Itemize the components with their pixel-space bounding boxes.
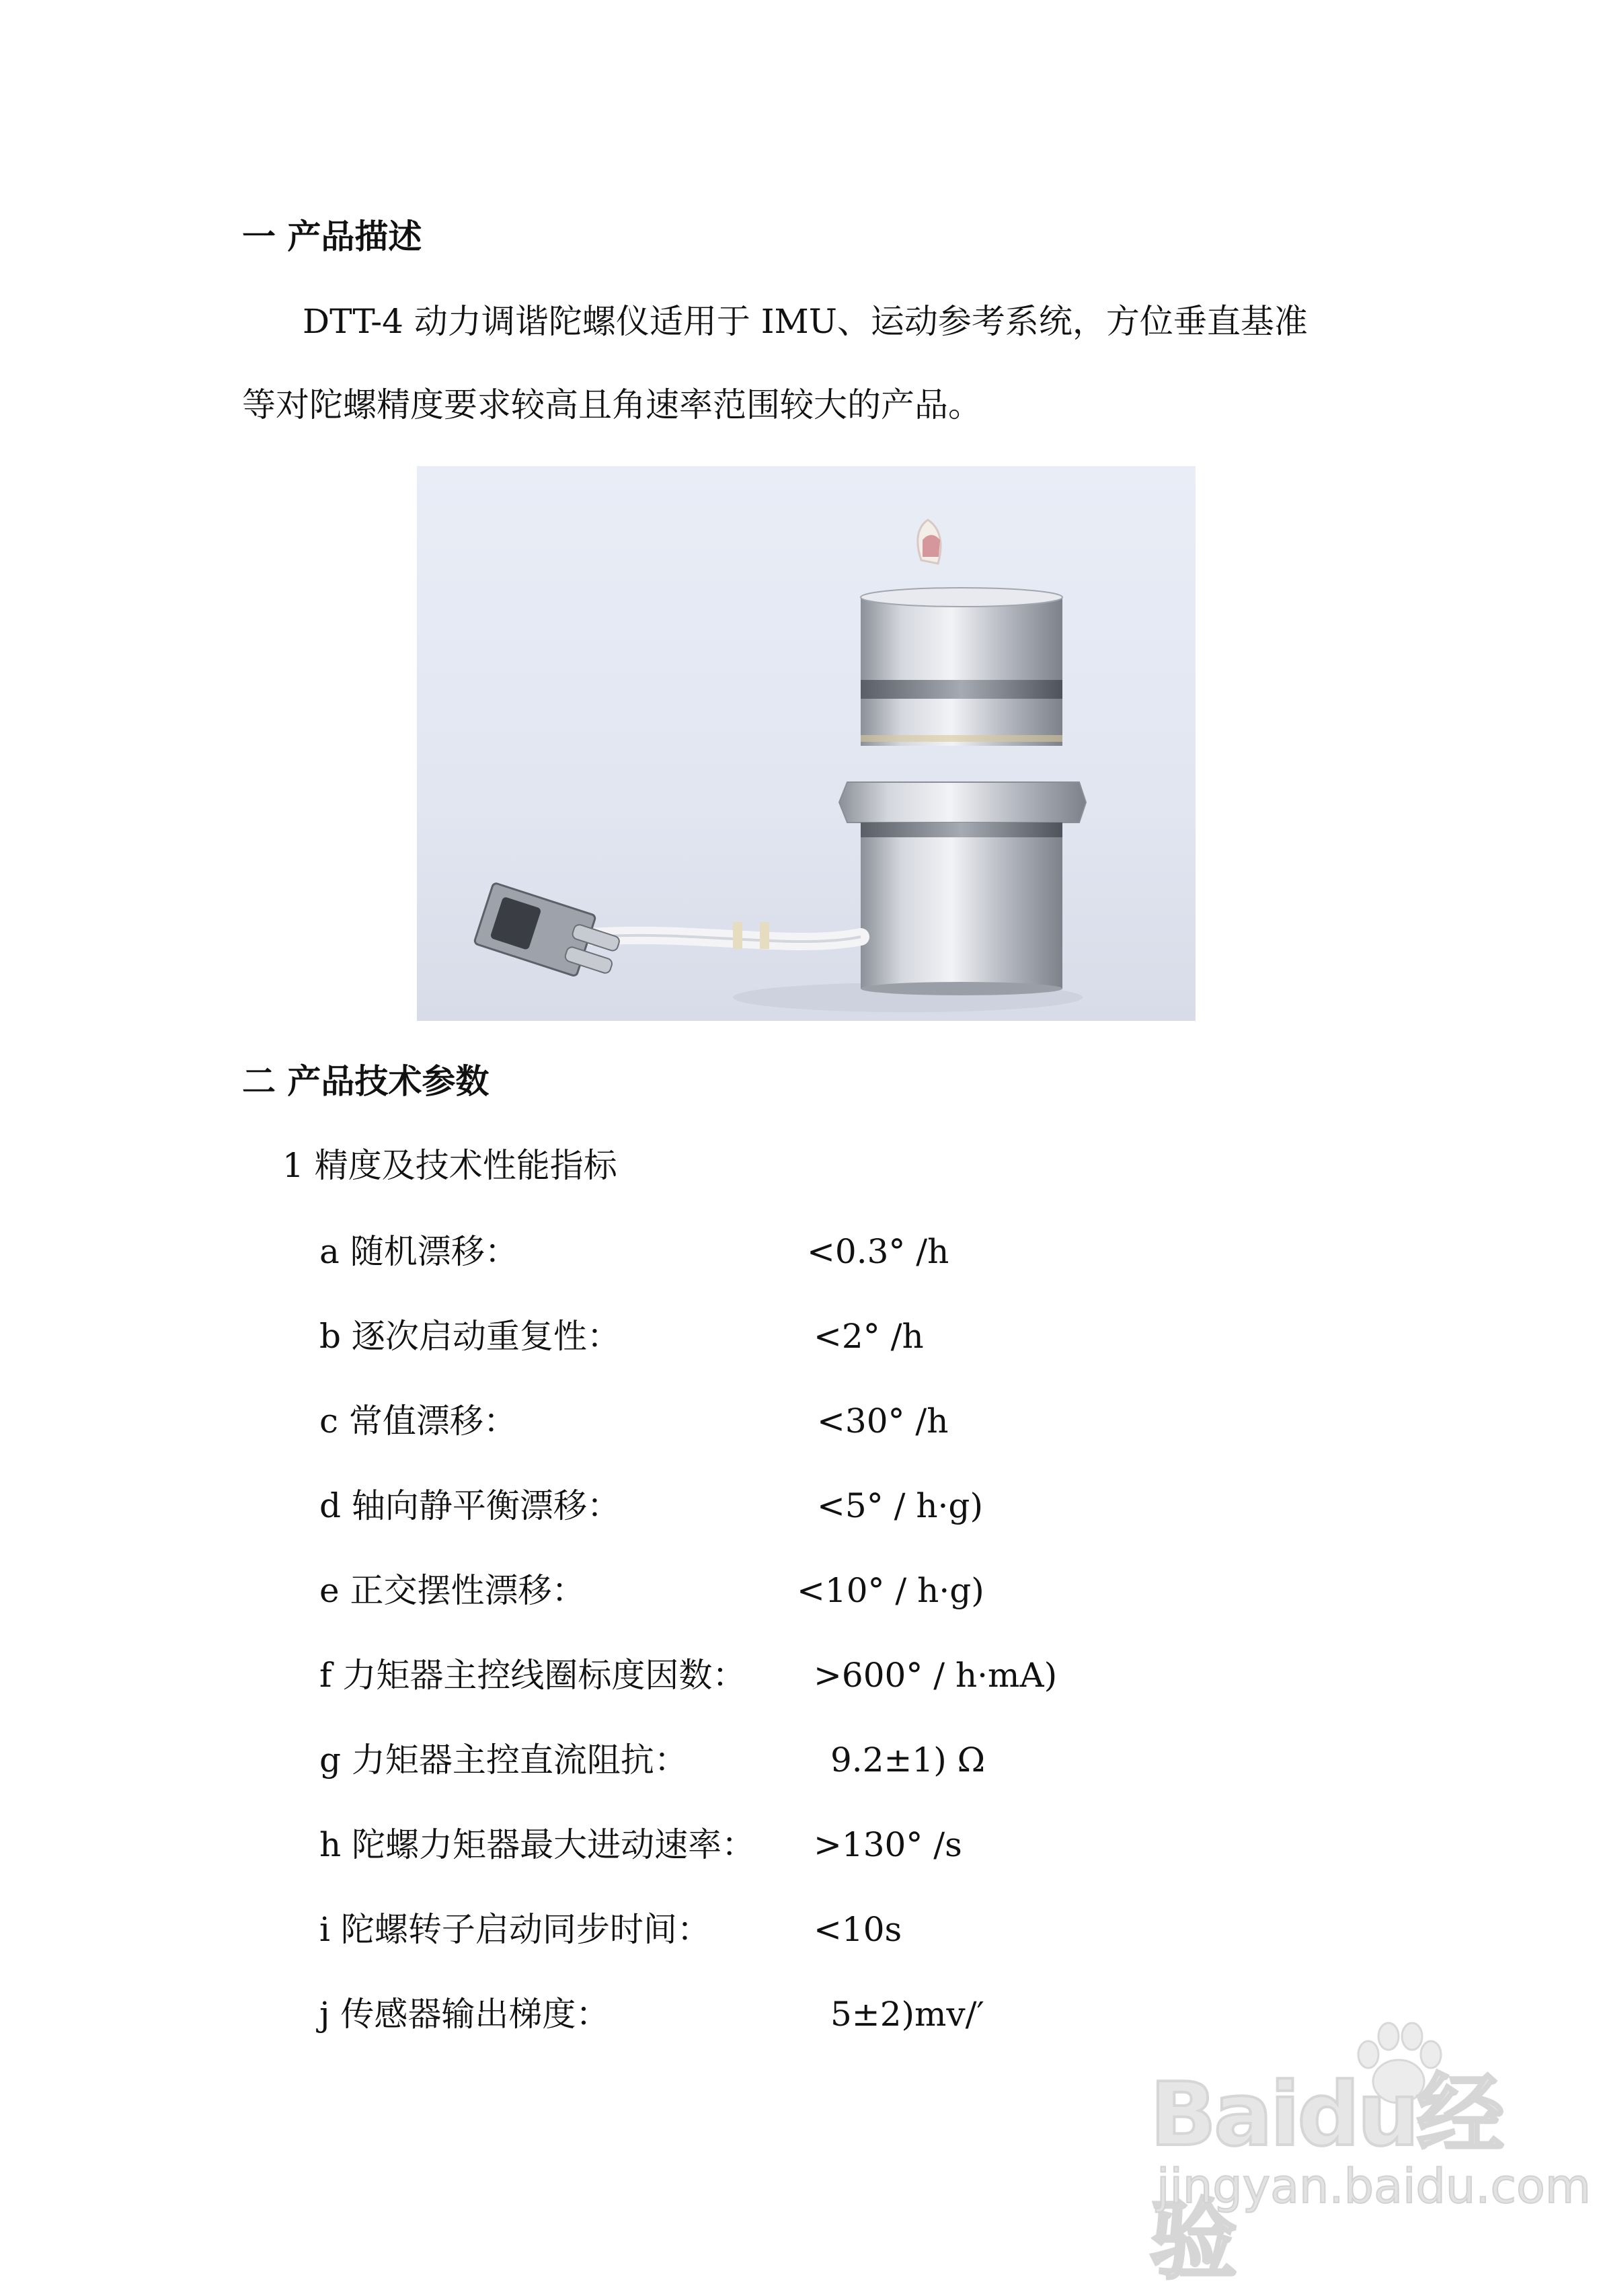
spec-label: h 陀螺力矩器最大进动速率： <box>319 1825 756 1864</box>
product-photo <box>417 466 1196 1021</box>
spec-value: <5° / h·g) <box>817 1486 983 1525</box>
spec-label: a 随机漂移： <box>319 1232 518 1271</box>
spec-label: d 轴向静平衡漂移： <box>319 1486 621 1525</box>
spec-label: e 正交摆性漂移： <box>319 1571 586 1610</box>
baidu-jingyan-watermark <box>1143 2031 1591 2291</box>
description-line-1: DTT-4 动力调谐陀螺仪适用于 IMU、运动参考系统，方位垂直基准 <box>303 302 1308 341</box>
subheading-accuracy-indicators: 1 精度及技术性能指标 <box>282 1146 617 1185</box>
spec-value: >130° /s <box>814 1825 962 1864</box>
spec-label: f 力矩器主控线圈标度因数： <box>319 1656 746 1695</box>
spec-value: 9.2±1) Ω <box>830 1740 986 1780</box>
spec-value: <10° / h·g) <box>797 1571 984 1610</box>
spec-label: j 传感器输出梯度： <box>319 1995 610 2034</box>
watermark-url: jingyan.baidu.com <box>1157 2159 1591 2214</box>
spec-label: g 力矩器主控直流阻抗： <box>319 1740 688 1780</box>
section-heading-product-description: 一 产品描述 <box>242 217 422 256</box>
spec-value: <10s <box>814 1910 902 1949</box>
section-heading-technical-parameters: 二 产品技术参数 <box>242 1062 490 1101</box>
spec-label: b 逐次启动重复性： <box>319 1317 621 1356</box>
spec-value: <0.3° /h <box>807 1232 949 1271</box>
description-line-2: 等对陀螺精度要求较高且角速率范围较大的产品。 <box>242 385 982 424</box>
watermark-brand: Baidu经验 <box>1150 2063 1501 2291</box>
spec-value: <2° /h <box>814 1317 924 1356</box>
gyroscope-illustration <box>417 466 1196 1021</box>
spec-label: c 常值漂移： <box>319 1402 517 1441</box>
spec-value: 5±2)mv/′ <box>830 1995 984 2034</box>
spec-label: i 陀螺转子启动同步时间： <box>319 1910 711 1949</box>
spec-value: <30° /h <box>817 1402 949 1441</box>
spec-value: >600° / h·mA) <box>814 1656 1058 1695</box>
